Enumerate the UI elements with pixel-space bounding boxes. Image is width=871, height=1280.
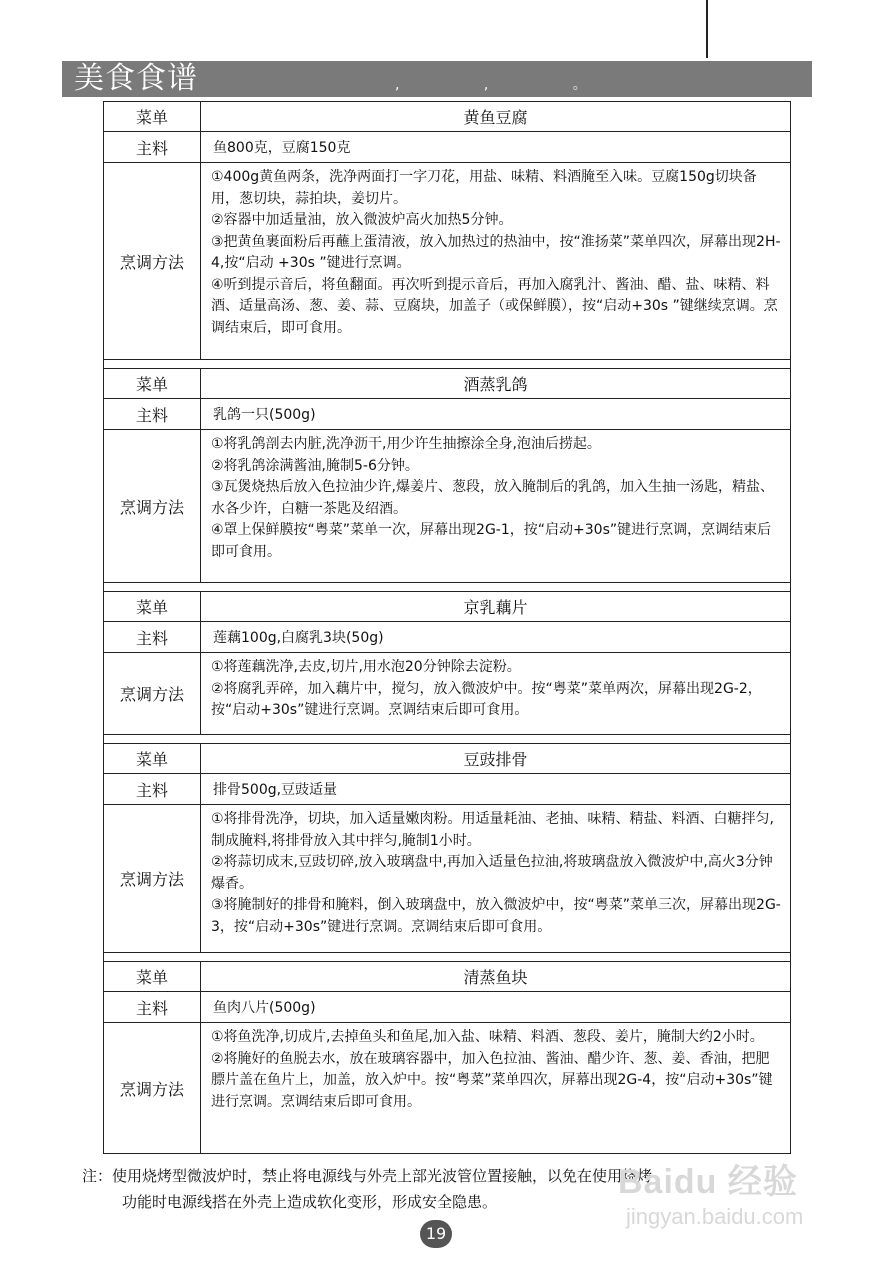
section-gap	[104, 953, 791, 962]
main-ingredients: 鱼肉八片(500g)	[201, 992, 791, 1023]
method-step: ①将乳鸽剖去内脏,洗净沥干,用少许生抽擦涂全身,泡油后捞起。	[211, 436, 601, 452]
section-gap-cell	[104, 953, 791, 962]
section-gap-cell	[104, 360, 791, 369]
section-gap	[104, 360, 791, 369]
dish-row	[104, 369, 791, 399]
method-step: ①将鱼洗净,切成片,去掉鱼头和鱼尾,加入盐、味精、料酒、葱段、姜片，腌制大约2小时。	[211, 1029, 764, 1045]
main-ingredient-label: 主料	[104, 132, 201, 163]
method-row	[104, 430, 791, 583]
section-gap	[104, 583, 791, 592]
dish-row	[104, 962, 791, 992]
section-gap-cell	[104, 735, 791, 744]
dish-name: 豆豉排骨	[201, 744, 791, 774]
method-step: ②容器中加适量油，放入微波炉高火加热5分钟。	[211, 212, 513, 228]
method-label: 烹调方法	[104, 1023, 201, 1154]
main-ingredients: 鱼800克，豆腐150克	[201, 132, 791, 163]
method-row	[104, 805, 791, 953]
page-title: 美食食谱	[74, 61, 198, 96]
method-step: ①将莲藕洗净,去皮,切片,用水泡20分钟除去淀粉。	[211, 659, 521, 675]
method-step: ②将乳鸽涂满酱油,腌制5-6分钟。	[211, 457, 419, 474]
cooking-method	[201, 1023, 791, 1154]
top-vertical-rule	[706, 0, 708, 58]
recipe-table	[103, 101, 791, 1154]
ingredients-row	[104, 399, 791, 430]
header-marks: , , 。	[395, 77, 627, 93]
main-ingredient-label: 主料	[104, 774, 201, 805]
note-line-2: 功能时电源线搭在外壳上造成软化变形，形成安全隐患。	[122, 1193, 498, 1211]
dish-row	[104, 102, 791, 132]
watermark	[618, 1162, 848, 1252]
method-label: 烹调方法	[104, 430, 201, 583]
method-step: ②将腌好的鱼脱去水，放在玻璃容器中，加入色拉油、酱油、醋少许、葱、姜、香油，把肥膘片盖在鱼片上，加盖，放入炉中。按“粤菜”菜单四次，屏幕出现2G-4，按“启动+30s”键进行烹调。烹调结束后即可食用。	[211, 1050, 773, 1110]
section-gap	[104, 735, 791, 744]
main-ingredient-label: 主料	[104, 399, 201, 430]
method-step: ③瓦煲烧热后放入色拉油少许,爆姜片、葱段，放入腌制后的乳鸽，加入生抽一汤匙，精盐、水各少许，白糖一茶匙及绍酒。	[211, 479, 774, 517]
method-label: 烹调方法	[104, 163, 201, 360]
cooking-method	[201, 430, 791, 583]
dish-name: 酒蒸乳鸽	[201, 369, 791, 399]
dish-name: 黄鱼豆腐	[201, 102, 791, 132]
method-step: ④听到提示音后，将鱼翻面。再次听到提示音后，再加入腐乳汁、酱油、醋、盐、味精、料酒、适量高汤、葱、姜、蒜、豆腐块，加盖子（或保鲜膜），按“启动+30s ”键继续烹调。烹调结束后，即可食用。	[211, 276, 778, 336]
method-step: ③把黄鱼裹面粉后再蘸上蛋清液，放入加热过的热油中，按“淮扬菜”菜单四次，屏幕出现2H-4,按“启动 +30s ”键进行烹调。	[211, 233, 781, 271]
ingredients-row	[104, 132, 791, 163]
dish-label: 菜单	[104, 592, 201, 622]
method-row	[104, 653, 791, 735]
ingredients-row	[104, 622, 791, 653]
main-ingredients: 莲藕100g,白腐乳3块(50g)	[201, 622, 791, 653]
cooking-method	[201, 653, 791, 735]
dish-row	[104, 592, 791, 622]
method-label: 烹调方法	[104, 653, 201, 735]
dish-label: 菜单	[104, 102, 201, 132]
cooking-method	[201, 805, 791, 953]
main-ingredient-label: 主料	[104, 622, 201, 653]
cooking-method	[201, 163, 791, 360]
dish-label: 菜单	[104, 369, 201, 399]
watermark-brand: Baidu 经验	[618, 1163, 798, 1201]
dish-row	[104, 744, 791, 774]
page-number: 19	[420, 1220, 452, 1248]
main-ingredient-label: 主料	[104, 992, 201, 1023]
method-step: ③将腌制好的排骨和腌料，倒入玻璃盘中，放入微波炉中，按“粤菜”菜单三次，屏幕出现2G-3，按“启动+30s”键进行烹调。烹调结束后即可食用。	[211, 897, 781, 935]
note-line-1: 注：使用烧烤型微波炉时，禁止将电源线与外壳上部光波管位置接触，以免在使用烧烤	[82, 1167, 653, 1185]
dish-name: 京乳藕片	[201, 592, 791, 622]
dish-label: 菜单	[104, 962, 201, 992]
watermark-url: jingyan.baidu.com	[626, 1204, 804, 1229]
method-step: ①将排骨洗净，切块，加入适量嫩肉粉。用适量耗油、老抽、味精、精盐、料酒、白糖拌匀,制成腌料,将排骨放入其中拌匀,腌制1小时。	[211, 811, 774, 849]
ingredients-row	[104, 992, 791, 1023]
dish-name: 清蒸鱼块	[201, 962, 791, 992]
section-gap-cell	[104, 583, 791, 592]
dish-label: 菜单	[104, 744, 201, 774]
method-step: ④罩上保鲜膜按“粤菜”菜单一次，屏幕出现2G-1，按“启动+30s”键进行烹调，烹调结束后即可食用。	[211, 522, 772, 560]
method-step: ②将腐乳弄碎，加入藕片中，搅匀，放入微波炉中。按“粤菜”菜单两次，屏幕出现2G-2，按“启动+30s”键进行烹调。烹调结束后即可食用。	[211, 680, 762, 718]
ingredients-row	[104, 774, 791, 805]
method-row	[104, 1023, 791, 1154]
method-label: 烹调方法	[104, 805, 201, 953]
main-ingredients: 排骨500g,豆豉适量	[201, 774, 791, 805]
main-ingredients: 乳鸽一只(500g)	[201, 399, 791, 430]
method-step: ①400g黄鱼两条，洗净两面打一字刀花，用盐、味精、料酒腌至入味。豆腐150g切块备用，葱切块，蒜拍块，姜切片。	[211, 169, 757, 207]
method-step: ②将蒜切成末,豆豉切碎,放入玻璃盘中,再加入适量色拉油,将玻璃盘放入微波炉中,高火3分钟爆香。	[211, 854, 773, 892]
method-row	[104, 163, 791, 360]
